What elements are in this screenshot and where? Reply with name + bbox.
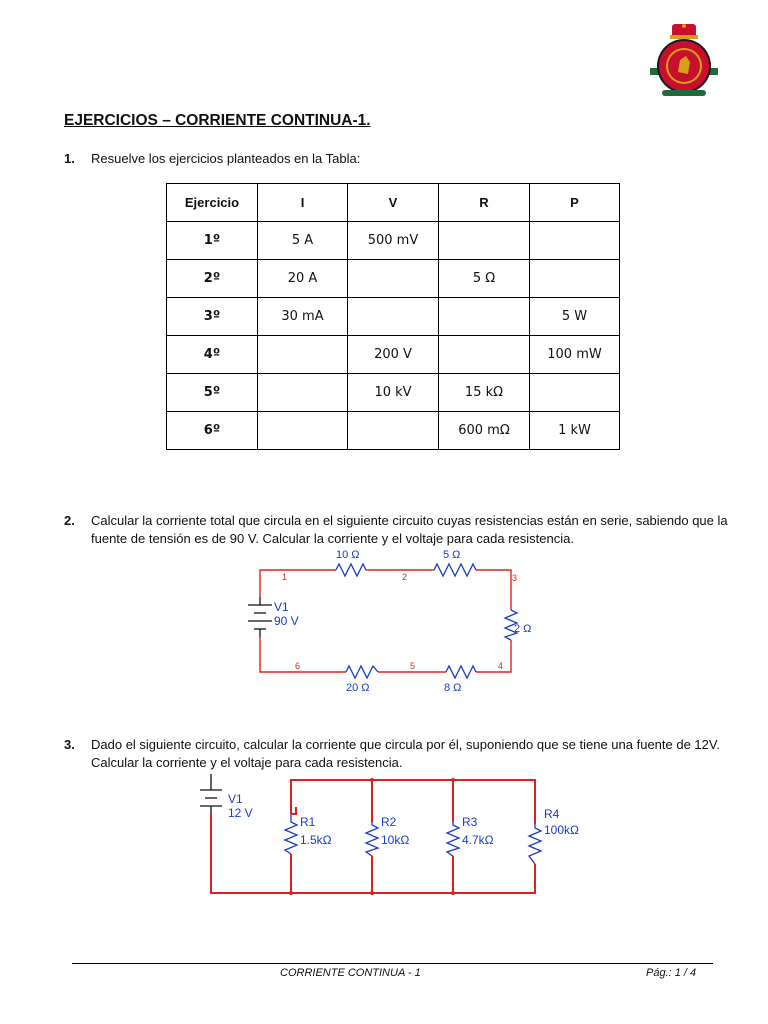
table-cell xyxy=(348,412,439,450)
table-cell xyxy=(348,260,439,298)
exercise-number: 1. xyxy=(64,151,75,166)
resistor-name-label: R4 xyxy=(544,807,560,821)
table-header: P xyxy=(530,184,620,222)
table-cell: 30 mA xyxy=(258,298,348,336)
table-row xyxy=(167,374,620,412)
resistor-name-label: R1 xyxy=(300,815,316,829)
series-circuit xyxy=(236,545,546,697)
table-cell xyxy=(530,374,620,412)
table-cell: 1 kW xyxy=(530,412,620,450)
table-cell xyxy=(258,412,348,450)
table-header: R xyxy=(439,184,530,222)
table-header: V xyxy=(348,184,439,222)
table-cell xyxy=(258,374,348,412)
table-cell xyxy=(348,298,439,336)
table-row xyxy=(167,260,620,298)
footer-divider xyxy=(72,963,713,964)
table-cell: 5 A xyxy=(258,222,348,260)
table-cell xyxy=(530,260,620,298)
table-cell xyxy=(439,298,530,336)
table-cell: 5 W xyxy=(530,298,620,336)
table-cell: 500 mV xyxy=(348,222,439,260)
resistor-value-label: 20 Ω xyxy=(346,682,370,694)
table-cell: 5º xyxy=(167,374,258,412)
table-cell: 20 A xyxy=(258,260,348,298)
table-row xyxy=(167,336,620,374)
table-cell: 100 mW xyxy=(530,336,620,374)
table-cell xyxy=(439,222,530,260)
table-row xyxy=(167,298,620,336)
table-row xyxy=(167,412,620,450)
table-cell: 600 mΩ xyxy=(439,412,530,450)
resistor-value-label: 8 Ω xyxy=(444,682,462,694)
resistor-value-label: 10 Ω xyxy=(336,549,360,561)
page-title: EJERCICIOS – CORRIENTE CONTINUA-1. xyxy=(64,112,371,129)
node-label: 1 xyxy=(282,572,288,582)
table-header: Ejercicio xyxy=(167,184,258,222)
table-row xyxy=(167,222,620,260)
table-cell: 15 kΩ xyxy=(439,374,530,412)
resistor-value-label: 100kΩ xyxy=(544,823,579,837)
resistor-value-label: 10kΩ xyxy=(381,833,410,847)
table-cell xyxy=(530,222,620,260)
node-label: 5 xyxy=(410,661,416,671)
parallel-circuit xyxy=(190,774,579,902)
table-cell: 4º xyxy=(167,336,258,374)
table-header-row xyxy=(167,184,620,222)
resistor-name-label: R2 xyxy=(381,815,397,829)
table-header: I xyxy=(258,184,348,222)
table-cell: 200 V xyxy=(348,336,439,374)
source-name-label: V1 xyxy=(274,600,289,614)
table-cell xyxy=(258,336,348,374)
exercise-number: 2. xyxy=(64,513,75,528)
node-label: 2 xyxy=(402,572,408,582)
table-cell: 10 kV xyxy=(348,374,439,412)
exercise-table xyxy=(166,183,620,450)
resistor-name-label: R3 xyxy=(462,815,478,829)
resistor-value-label: 1.5kΩ xyxy=(300,833,332,847)
node-label: 4 xyxy=(498,661,504,671)
footer-page-number: Pág.: 1 / 4 xyxy=(646,967,697,979)
resistor-value-label: 4.7kΩ xyxy=(462,833,494,847)
exercise-text: Calcular la corriente total que circula en el siguiente circuito cuyas resistencias están en serie, sabiendo que la fuente de tensión es de 90 V. Calcular la corriente y el voltaje para cada resistencia. xyxy=(91,513,728,546)
source-value-label: 12 V xyxy=(228,806,253,820)
crest-logo xyxy=(648,22,720,102)
source-value-label: 90 V xyxy=(274,614,299,628)
table-cell: 6º xyxy=(167,412,258,450)
node-label: 3 xyxy=(512,573,518,583)
node-label: 6 xyxy=(295,661,301,671)
resistor-value-label: 5 Ω xyxy=(443,549,461,561)
table-cell: 5 Ω xyxy=(439,260,530,298)
exercise-text: Resuelve los ejercicios planteados en la Tabla: xyxy=(91,151,361,166)
table-cell: 2º xyxy=(167,260,258,298)
source-name-label: V1 xyxy=(228,792,243,806)
table-cell: 1º xyxy=(167,222,258,260)
exercise-number: 3. xyxy=(64,737,75,752)
table-cell: 3º xyxy=(167,298,258,336)
footer-title: CORRIENTE CONTINUA - 1 xyxy=(280,967,421,979)
table-cell xyxy=(439,336,530,374)
exercise-text: Dado el siguiente circuito, calcular la corriente que circula por él, suponiendo que se tiene una fuente de 12V. Calcular la corriente y el voltaje para cada resistencia. xyxy=(91,737,720,770)
resistor-value-label: 2 Ω xyxy=(514,623,532,635)
